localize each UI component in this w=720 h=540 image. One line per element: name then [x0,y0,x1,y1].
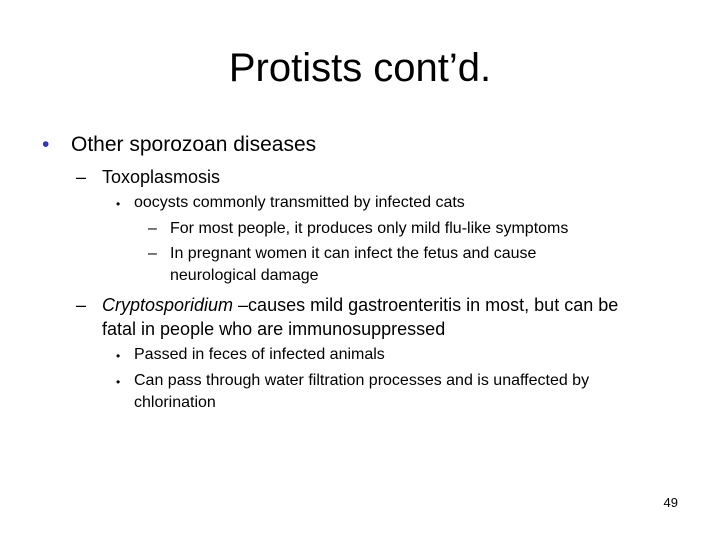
level1-text: Other sporozoan diseases [71,133,317,156]
crypto-sub2-line2: chlorination [134,394,216,411]
dot-crypto-sub1: • [116,349,121,363]
toxo-sub1-a: For most people, it produces only mild flu-like symptoms [170,220,569,237]
dot-toxo-sub1: • [116,197,121,211]
page-number: 49 [663,495,678,510]
toxo-sub1: oocysts commonly transmitted by infected cats [134,194,465,211]
slide-title: Protists cont’d. [228,46,492,90]
dash-crypto: – [76,295,87,315]
dot-crypto-sub2: • [116,375,121,389]
toxo-sub1-b-line2: neurological damage [170,267,319,284]
crypto-sub2-line1: Can pass through water filtration processes and is unaffected by [134,372,590,389]
crypto-line1 [102,293,618,317]
crypto-name: Cryptosporidium [102,295,234,315]
dash-toxo-b: – [148,245,157,262]
toxo-heading: Toxoplasmosis [102,167,221,187]
toxo-sub1-b-line1: In pregnant women it can infect the fetus and cause [170,245,537,262]
crypto-sub1: Passed in feces of infected animals [134,346,385,363]
crypto-line2: fatal in people who are immunosuppressed [102,319,446,339]
dash-toxo: – [76,167,87,187]
level1-bullet: • [42,133,50,156]
crypto-rest: –causes mild gastroenteritis in most, but can be [233,295,619,315]
dash-toxo-a: – [148,220,157,237]
